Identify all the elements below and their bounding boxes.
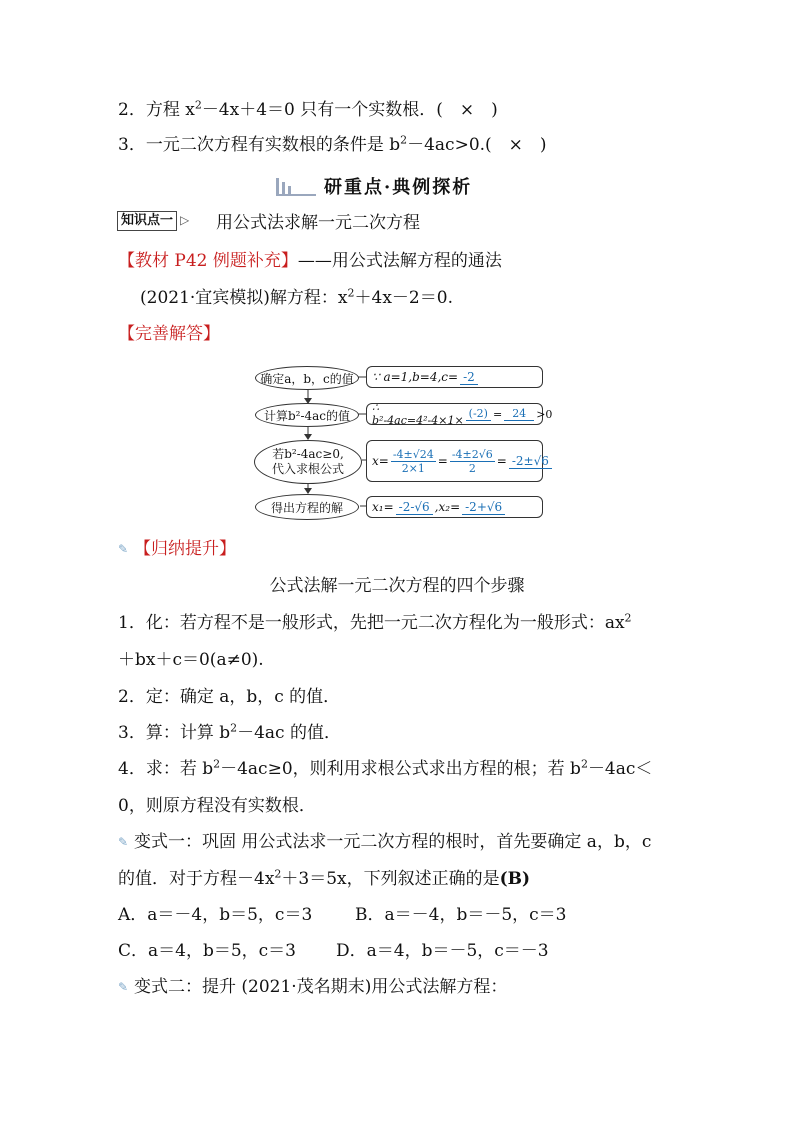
- example-problem: (2021·宜宾模拟)解方程：$x^2+4x-2=0$.: [140, 286, 453, 308]
- judgement-3: 3．一元二次方程有实数根的条件是 $b^2-4ac>0$.( × ): [118, 133, 547, 155]
- complete-answer-tag: 【完善解答】: [118, 324, 220, 344]
- fraction-1: $\frac{-4\pm√24}{2\times 1}$: [392, 447, 434, 475]
- step-1-cont: ＋bx＋c＝0(a≠0).: [118, 650, 264, 670]
- banner-title: 研重点·典例探析: [324, 177, 473, 198]
- pencil-icon: ✎: [118, 542, 129, 556]
- knowledge-point-title: 用公式法求解一元二次方程: [216, 213, 420, 233]
- pencil-icon: ✎: [118, 835, 129, 849]
- step-4: 4．求：若 $b^2-4ac\ge 0$，则利用求根公式求出方程的根；若 $b^2-4ac<$: [118, 757, 653, 779]
- judgement-2: 2．方程 $x^2-4x+4=0$ 只有一个实数根．( × ): [118, 98, 498, 120]
- knowledge-point-tag: 知识点一: [117, 211, 177, 231]
- variant-1-question: 变式一：巩固 用公式法求一元二次方程的根时，首先要确定 a，b，c: [134, 832, 652, 852]
- material-line: 【教材 P42 例题补充】——用公式法解方程的通法: [118, 251, 502, 271]
- pencil-icon: ✎: [118, 980, 129, 994]
- option-c: C．a＝4，b＝5，c＝3: [118, 941, 296, 961]
- arrow-icon: ▷: [180, 213, 190, 227]
- flow-node-result: 得出方程的解: [255, 494, 359, 520]
- step-4-cont: 0，则原方程没有实数根．: [118, 796, 316, 816]
- option-d: D．a＝4，b＝－5，c＝－3: [336, 941, 549, 961]
- induce-tag: 【归纳提升】: [134, 539, 236, 559]
- option-a: A．a＝－4，b＝5，c＝3: [118, 905, 313, 925]
- step-1: 1．化：若方程不是一般形式，先把一元二次方程化为一般形式：$ax^2$: [118, 611, 632, 633]
- flow-box-solutions: x₁= -2-√6 ,x₂= -2+√6: [366, 496, 543, 518]
- flow-node-determine: 确定a，b，c的值: [255, 366, 359, 390]
- flow-box-coefficients: ∵ a=1,b=4,c= -2: [366, 366, 543, 388]
- fraction-2: $\frac{-4\pm 2√6}{2}$: [451, 447, 493, 475]
- variant-1-question-cont: 的值．对于方程$-4x^2+3=5x$，下列叙述正确的是(B): [118, 867, 531, 889]
- steps-title: 公式法解一元二次方程的四个步骤: [269, 576, 525, 596]
- flow-box-formula: x= $\frac{-4\pm√24}{2\times 1}$ = $\frac{-4\pm 2√6}{2}$ = -2±√6: [366, 440, 543, 482]
- flow-box-discriminant: ∴ b²-4ac=4²-4×1× (-2) = 24 >0: [366, 403, 543, 425]
- step-2: 2．定：确定 a，b，c 的值．: [118, 687, 341, 707]
- option-b: B．a＝－4，b＝－5，c＝3: [355, 905, 567, 925]
- flow-node-substitute: 若b²-4ac≥0, 代入求根公式: [254, 440, 362, 484]
- step-3: 3．算：计算 $b^2-4ac$ 的值．: [118, 721, 341, 743]
- variant-2-question: 变式二：提升 (2021·茂名期末)用公式法解方程：: [134, 977, 508, 997]
- flow-node-compute: 计算b²-4ac的值: [255, 403, 359, 427]
- variant-1-answer: (B): [499, 869, 531, 889]
